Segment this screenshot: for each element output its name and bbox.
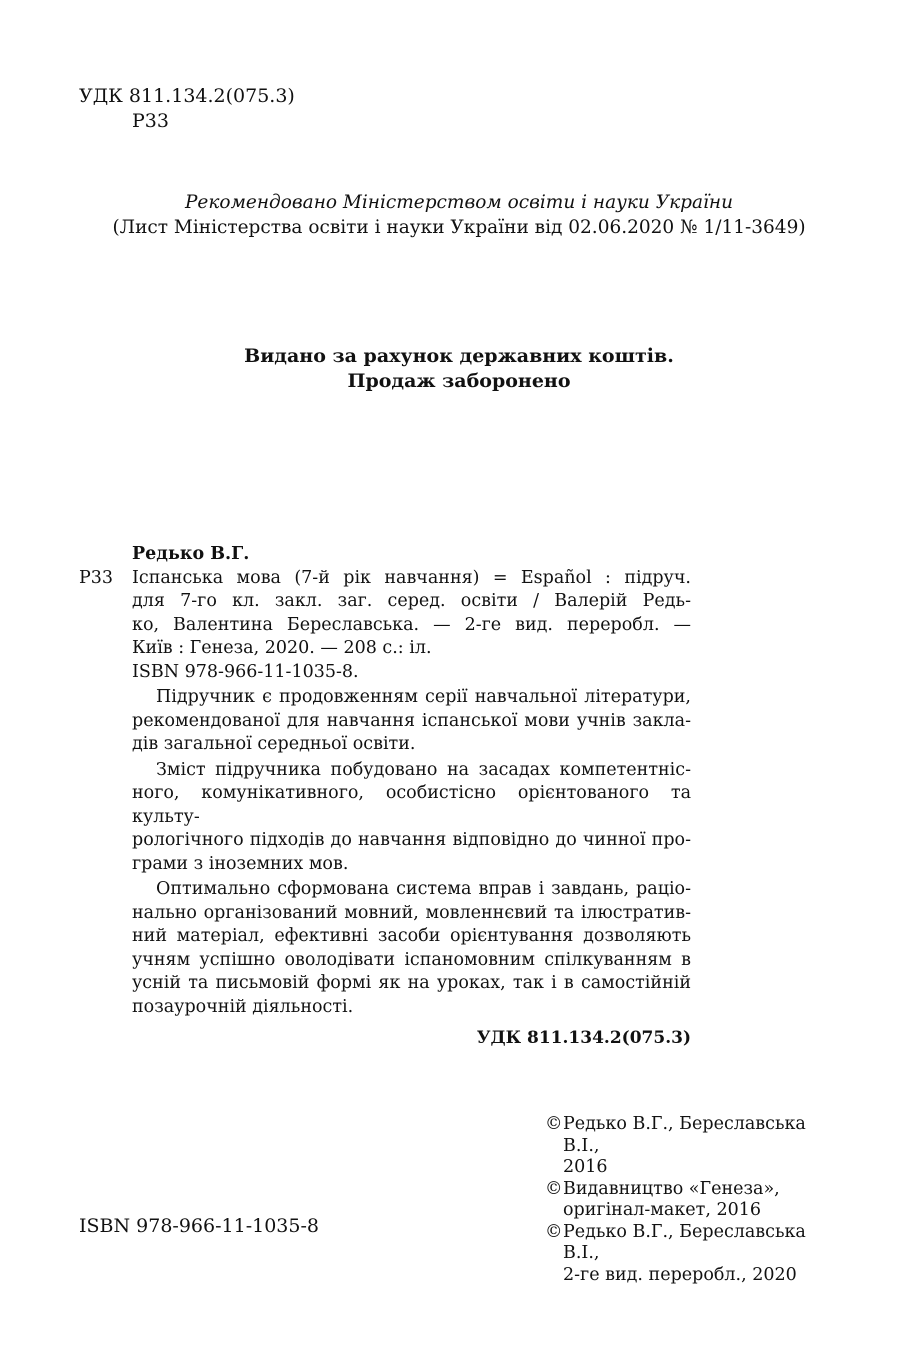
copyright-icon: © (545, 1114, 563, 1134)
description-line: ко, Валентина Береславська. — 2-ге вид. переробл. — (132, 614, 691, 635)
annotation-line: дів загальної середньої освіти. (132, 734, 416, 754)
annotation-line: позаурочній діяльності. (132, 996, 354, 1017)
copyright-item (545, 1222, 845, 1287)
udk-code: УДК 811.134.2(075.3) (79, 85, 295, 107)
annotation-line: ного, комунікативного, особистісно орієнтованого та культу- (132, 783, 691, 827)
annotation-line: рологічного підходів до навчання відповідно до чинної про- (132, 830, 691, 850)
copyright-year: оригінал-макет, 2016 (563, 1200, 761, 1220)
author-code: Р33 (132, 110, 169, 132)
copyright-holder: Редько В.Г., Береславська В.І., (563, 1114, 806, 1156)
copyright-item (545, 1179, 845, 1222)
card-description (132, 567, 691, 661)
card-isbn: ISBN 978-966-11-1035-8. (132, 661, 359, 682)
annotation-line: Зміст підручника побудовано на засадах компетентніс- (156, 759, 691, 780)
recommendation (0, 190, 918, 240)
annotation-paragraph (79, 686, 691, 757)
ministry-letter: (Лист Міністерства освіти і науки України від 02.06.2020 № 1/11-3649) (112, 217, 806, 238)
copyright-holder: Редько В.Г., Береславська В.І., (563, 1221, 806, 1263)
sale-prohibited-line: Продаж заборонено (347, 370, 571, 392)
description-line: для 7-го кл. закл. заг. серед. освіти / Валерій Редь- (132, 591, 691, 611)
copyright-year: 2-ге вид. переробл., 2020 (563, 1264, 797, 1285)
card-author: Редько В.Г. (132, 544, 250, 564)
annotation-line: грами з іноземних мов. (132, 853, 349, 874)
state-funding-notice (0, 344, 918, 394)
annotation-line: Підручник є продовженням серії навчальної літератури, (156, 687, 691, 707)
copyright-holder: Видавництво «Генеза», (563, 1178, 780, 1199)
annotation-paragraph (79, 878, 691, 1019)
recommendation-line: Рекомендовано Міністерством освіти і науки України (184, 192, 734, 213)
copyright-item (545, 1114, 845, 1179)
annotation-line: рекомендованої для навчання іспанської мови учнів закла- (132, 710, 691, 731)
catalog-card (79, 543, 691, 1051)
annotation-line: нально організований мовний, мовленнєвий та ілюстратив- (132, 902, 691, 923)
description-line: Іспанська мова (7-й рік навчання) = Español : підруч. (132, 567, 691, 588)
description-line: Київ : Генеза, 2020. — 208 с.: іл. (132, 638, 432, 658)
annotation-line: ний матеріал, ефективні засоби орієнтування дозволяють (132, 926, 691, 946)
annotation-line: Оптимально сформована система вправ і завдань, раціо- (156, 879, 691, 899)
copyright-icon: © (545, 1178, 563, 1199)
card-description-row (79, 567, 691, 661)
funding-line: Видано за рахунок державних коштів. (244, 345, 674, 367)
annotation-line: учням успішно оволодівати іспаномовним спілкуванням в (132, 949, 691, 970)
card-code: Р33 (79, 567, 114, 588)
card-udk: УДК 811.134.2(075.3) (476, 1028, 691, 1048)
copyright-block (545, 1114, 845, 1286)
udk-header (79, 84, 295, 134)
copyright-year: 2016 (563, 1157, 608, 1177)
annotation-line: усній та письмовій формі як на уроках, так і в самостійній (132, 973, 691, 993)
isbn-bottom: ISBN 978-966-11-1035-8 (79, 1215, 319, 1237)
annotation-paragraph (79, 759, 691, 877)
copyright-icon: © (545, 1221, 563, 1242)
